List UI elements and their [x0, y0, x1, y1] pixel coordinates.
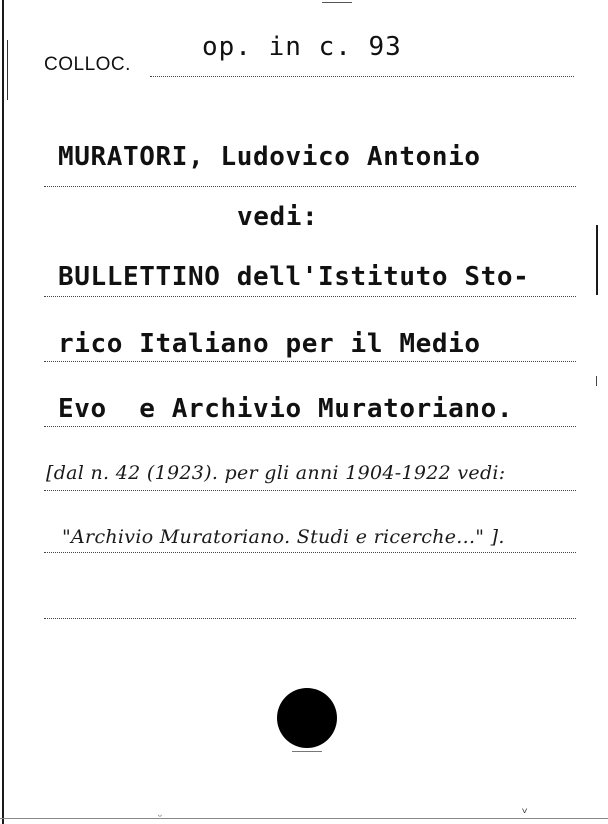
blank-rule — [44, 618, 576, 619]
heading-rule — [44, 186, 576, 187]
author-heading: MURATORI, Ludovico Antonio — [58, 142, 481, 172]
title-rule-1 — [44, 296, 576, 297]
scan-mark-bottom-right: ⱽ — [522, 806, 528, 820]
punch-hole-shadow — [292, 748, 322, 752]
scan-edge-left — [2, 0, 4, 824]
colloc-label: COLLOC. — [44, 54, 131, 75]
scan-edge-right — [596, 225, 598, 295]
scan-mark-bottom: ᵕ — [158, 812, 163, 823]
handwritten-note-line-2: "Archivio Muratoriano. Studi e ricerche..." ]. — [62, 526, 505, 548]
title-line-3: Evo e Archivio Muratoriano. — [58, 394, 514, 424]
scan-edge-right-mark — [596, 376, 597, 386]
see-reference: vedi: — [237, 202, 319, 232]
title-line-2: rico Italiano per il Medio — [58, 329, 481, 359]
handwritten-note-line-1: [dal n. 42 (1923). per gli anni 1904-1922 vedi: — [46, 462, 506, 484]
colloc-rule — [150, 76, 574, 77]
note-rule-2 — [44, 552, 576, 553]
scan-edge-left-mark — [7, 40, 8, 100]
title-rule-2 — [44, 361, 576, 362]
note-rule-1 — [44, 490, 576, 491]
punch-hole — [277, 688, 337, 748]
title-line-1: BULLETTINO dell'Istituto Sto- — [58, 262, 530, 292]
title-rule-3 — [44, 426, 576, 427]
scan-edge-bottom — [0, 818, 608, 819]
colloc-value: op. in c. 93 — [202, 32, 402, 62]
scan-top-mark — [322, 0, 352, 3]
